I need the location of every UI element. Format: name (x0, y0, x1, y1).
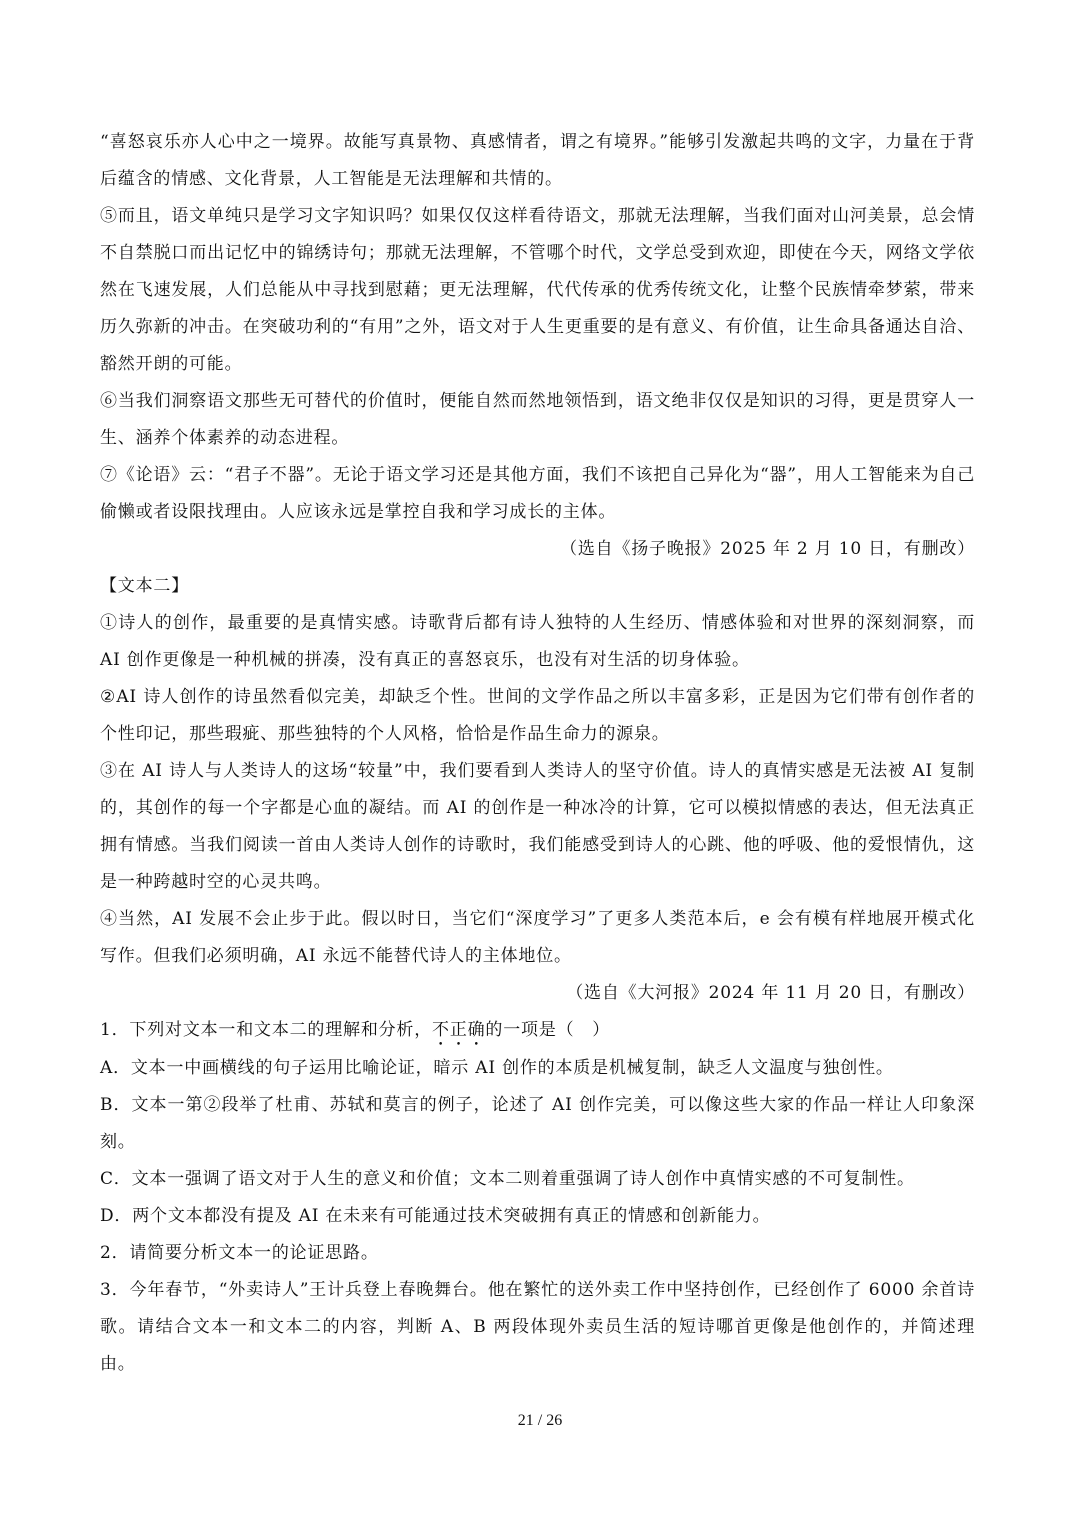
option-a: A．文本一中画横线的句子运用比喻论证，暗示 AI 创作的本质是机械复制，缺乏人文温度与独创性。 (100, 1058, 894, 1078)
question-3: 3．今年春节，“外卖诗人”王计兵登上春晚舞台。他在繁忙的送外卖工作中坚持创作，已经创作了 6000 余首诗歌。请结合文本一和文本二的内容，判断 A、B 两段体现外卖员生活的短诗哪首更像是他创作的，并简述理由。 (100, 1280, 975, 1374)
text-one-paragraph-continued: “喜怒哀乐亦人心中之一境界。故能写真景物、真感情者，谓之有境界。”能够引发激起共鸣的文字，力量在于背后蕴含的情感、文化背景，人工智能是无法理解和共情的。 (100, 132, 975, 189)
text-two-paragraph-2: ②AI 诗人创作的诗虽然看似完美，却缺乏个性。世间的文学作品之所以丰富多彩，正是因为它们带有创作者的个性印记，那些瑕疵、那些独特的个人风格，恰恰是作品生命力的源泉。 (100, 687, 975, 744)
question-2: 2．请简要分析文本一的论证思路。 (100, 1243, 379, 1263)
text-one-paragraph-7: ⑦《论语》云：“君子不器”。无论于语文学习还是其他方面，我们不该把自己异化为“器”，用人工智能来为自己偷懒或者设限找理由。人应该永远是掌控自我和学习成长的主体。 (100, 465, 975, 522)
question-1 (100, 1012, 975, 1050)
text-two-heading: 【文本二】 (100, 576, 189, 596)
text-two-source: （选自《大河报》2024 年 11 月 20 日，有删改） (566, 983, 975, 1003)
text-one-paragraph-6: ⑥当我们洞察语文那些无可替代的价值时，便能自然而然地领悟到，语文绝非仅仅是知识的习得，更是贯穿人一生、涵养个体素养的动态进程。 (100, 391, 975, 448)
text-two-paragraph-4: ④当然，AI 发展不会止步于此。假以时日，当它们“深度学习”了更多人类范本后，e 会有模有样地展开模式化写作。但我们必须明确，AI 永远不能替代诗人的主体地位。 (100, 909, 975, 966)
text-two-paragraph-1: ①诗人的创作，最重要的是真情实感。诗歌背后都有诗人独特的人生经历、情感体验和对世界的深刻洞察，而 AI 创作更像是一种机械的拼凑，没有真正的喜怒哀乐，也没有对生活的切身体验。 (100, 613, 975, 670)
question-1-stem-start: 1．下列对文本一和文本二的理解和分析， (100, 1020, 433, 1040)
question-1-stem-end: 的一项是（ ） (485, 1020, 611, 1040)
text-one-paragraph-5: ⑤而且，语文单纯只是学习文字知识吗？如果仅仅这样看待语文，那就无法理解，当我们面对山河美景，总会情不自禁脱口而出记忆中的锦绣诗句；那就无法理解，不管哪个时代，文学总受到欢迎，即使在今天，网络文学依然在飞速发展，人们总能从中寻找到慰藉；更无法理解，代代传承的优秀传统文化，让整个民族情牵梦萦，带来历久弥新的冲击。在突破功利的“有用”之外，语文对于人生更重要的是有意义、有价值，让生命具备通达自洽、豁然开朗的可能。 (100, 206, 975, 374)
page-number: 21 / 26 (517, 1412, 563, 1429)
option-c: C．文本一强调了语文对于人生的意义和价值；文本二则着重强调了诗人创作中真情实感的不可复制性。 (100, 1169, 915, 1189)
question-1-emphasis: 不正确 (432, 1020, 486, 1040)
text-one-source: （选自《扬子晚报》2025 年 2 月 10 日，有删改） (560, 539, 975, 559)
page-content (100, 124, 975, 1383)
text-two-paragraph-3: ③在 AI 诗人与人类诗人的这场“较量”中，我们要看到人类诗人的坚守价值。诗人的真情实感是无法被 AI 复制的，其创作的每一个字都是心血的凝结。而 AI 的创作是一种冰冷的计算，它可以模拟情感的表达，但无法真正拥有情感。当我们阅读一首由人类诗人创作的诗歌时，我们能感受到诗人的心跳、他的呼吸、他的爱恨情仇，这是一种跨越时空的心灵共鸣。 (100, 761, 975, 892)
option-d: D．两个文本都没有提及 AI 在未来有可能通过技术突破拥有真正的情感和创新能力。 (100, 1206, 771, 1226)
option-b: B．文本一第②段举了杜甫、苏轼和莫言的例子，论述了 AI 创作完美，可以像这些大家的作品一样让人印象深刻。 (100, 1095, 975, 1152)
